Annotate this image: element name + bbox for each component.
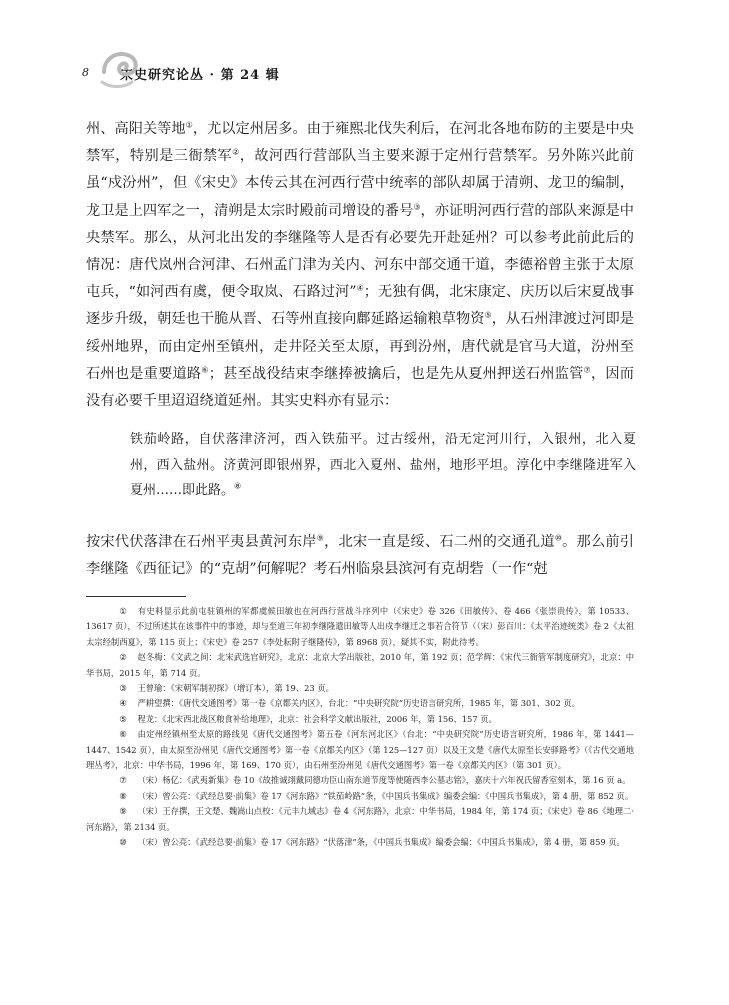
footnote-text: 由定州经镇州至太原的路线见《唐代交通图考》第五卷《河东河北区》（台北：“中央研究院”历史语言研究所，1986 年，第 1441—1447、1542 页），由太原至汾州见《唐代交通图考》第一卷《京都关内区》（第 125—127 页）以及王文楚《唐代太原至长安驿路考》（《古代交通地理丛考》，北京：中华书局，1996 年，第 169、170 页），由石州至汾州见《唐代交通图考》第一卷《京都关内区》（第 301 页）。 (86, 729, 634, 771)
footnote-text: （宋）杨亿：《武夷新集》卷 10《故推诚翊戴同德功臣山南东道节度等使随西李公墓志铭》，嘉庆十六年祝氏留香室刻本，第 16 页 a。 (137, 775, 631, 786)
footnote-item (86, 681, 634, 696)
footnote-text: 王曾瑜：《宋朝军制初探》（增订本），第 19、23 页。 (137, 683, 334, 694)
footnote-ref[interactable]: ⑩ (554, 533, 563, 543)
text-run: 州、高阳关等地 (86, 121, 186, 137)
footnote-ref[interactable]: ⑧ (234, 481, 242, 491)
footnote-ref[interactable]: ③ (413, 201, 421, 211)
footnotes (86, 604, 634, 851)
quote-text: 铁茄岭路，自伏落津济河，西入铁茄平。过古绥州，沿无定河川行，入银州，北入夏州，西入盐州。济黄河即银州界，西北入夏州、盐州，地形平坦。淳化中李继隆进军入夏州……即此路。 (130, 432, 636, 498)
footnote-item (86, 696, 634, 711)
footnote-number: ⑥ (119, 729, 127, 740)
running-header (82, 58, 642, 88)
footnote-ref[interactable]: ② (232, 147, 240, 157)
footnote-item (86, 712, 634, 727)
body-paragraph-2 (86, 529, 634, 583)
footnote-item (86, 650, 634, 681)
footnote-number: ⑧ (119, 790, 127, 801)
page-number: 8 (82, 66, 89, 79)
text-run: ，故河西行营部队当主要来源于定州行营禁军。另外陈兴此前虽“戍汾州”，但《宋史》本传云其在河西行营中统率的部队却属于清朔、龙卫的编制，龙卫是上四军之一，清朔是太宗时殿前司增设的番号 (86, 148, 634, 219)
footnote-item (86, 773, 634, 788)
footnote-text: 有史料显示此前屯驻镇州的军都虞候田敏也在河西行营战斗序列中（《宋史》卷 326《田敏传》、卷 466《张崇贵传》，第 10533、13617 页），不过所述其在该事件中的事迹，却与至道三年初李继隆遣田敏等人出戍李继迁之事若合符节（（宋）彭百川：《太平治迹统类》卷 2《太祖太宗经制西夏》，第 115 页上；《宋史》卷 257《李处耘附子继隆传》，第 8968 页），疑其不实，附此待考。 (86, 606, 634, 647)
footnote-number: ⑤ (119, 713, 127, 724)
footnote-text: （宋）曾公亮：《武经总要·前集》卷 17《河东路》“伏落津”条，《中国兵书集成》编委会编：《中国兵书集成》，第 4 册，第 859 页。 (137, 837, 625, 848)
footnote-item (86, 789, 634, 804)
text-run: 。那么前引李继隆《西征记》的“克胡”何解呢？考石州临泉县滨河有克胡砦（一作“尅 (86, 534, 634, 578)
footnote-item (86, 604, 634, 650)
text-run: 按宋代伏落津在石州平夷县黄河东岸 (86, 534, 317, 550)
text-run: ，尤以定州居多。由于雍熙北伐失利后，在河北各地布防的主要是中央禁军，特别是三衙禁军 (86, 121, 634, 165)
footnote-number: ⑨ (119, 806, 127, 817)
footnote-number: ③ (119, 683, 127, 694)
footnote-ref[interactable]: ⑨ (316, 533, 325, 543)
text-run: ；无独有偶，北宋康定、庆历以后宋夏战事逐步升级，朝廷也干脆从晋、石等州直接向鄜延路运输粮草物资 (86, 284, 634, 328)
footnote-item (86, 804, 634, 835)
footnote-number: ④ (119, 698, 127, 709)
cloud-ornament-icon (98, 42, 154, 98)
footnote-text: 程龙：《北宋西北战区粮食补给地理》，北京：社会科学文献出版社，2006 年，第 156、157 页。 (137, 713, 497, 724)
text-run: ，亦证明河西行营的部队来源是中央禁军。那么，从河北出发的李继隆等人是否有必要先开赴延州？可以参考此前此后的情况：唐代岚州合河津、石州孟门津为关内、河东中部交通干道，李德裕曾主张于太原屯兵，“如河西有虞，便令取岚、石路过河” (86, 202, 634, 301)
footnote-item (86, 835, 634, 850)
footnote-ref[interactable]: ⑤ (484, 310, 492, 320)
footnote-ref[interactable]: ④ (356, 283, 364, 293)
footnote-text: 赵冬梅：《文武之间：北宋武选官研究》，北京：北京大学出版社，2010 年，第 192 页；范学辉：《宋代三衙管军制度研究》，北京：中华书局，2015 年，第 714 页。 (86, 652, 634, 678)
block-quote (130, 427, 636, 504)
footnote-ref[interactable]: ⑥ (201, 365, 209, 375)
text-run: ；甚至战役结束李继捧被擒后，也是先从夏州押送石州监管 (208, 365, 584, 382)
text-run: ，从石州津渡过河即是绥州地界，而由定州至镇州，走井陉关至太原，再到汾州，唐代就是官马大道，汾州至石州也是重要道路 (86, 311, 634, 382)
footnote-number: ② (119, 652, 127, 663)
footnote-number: ⑦ (119, 775, 127, 786)
body-paragraph-1 (86, 116, 634, 415)
footnote-text: （宋）曾公亮：《武经总要·前集》卷 17《河东路》“铁茄岭路”条，《中国兵书集成》编委会编：《中国兵书集成》，第 4 册，第 852 页。 (137, 790, 634, 801)
footnote-ref[interactable]: ① (185, 120, 193, 130)
footnote-item (86, 727, 634, 773)
footnote-text: 严耕望撰：《唐代交通图考》第一卷《京都关内区》，台北：“中央研究院”历史语言研究所，1985 年，第 301、302 页。 (137, 698, 580, 709)
text-run: ，因而没有必要千里迢迢绕道延州。其实史料亦有显示： (86, 365, 634, 410)
text-run: ，北宋一直是绥、石二州的交通孔道 (324, 534, 555, 550)
footnote-ref[interactable]: ⑦ (583, 365, 591, 375)
footnote-number: ⑩ (119, 837, 127, 848)
footnote-number: ① (119, 606, 127, 616)
footnote-divider (86, 596, 186, 597)
series-title: 宋史研究论丛 · 第 24 辑 (120, 68, 280, 83)
footnote-text: （宋）王存撰，王文楚、魏嵩山点校：《元丰九域志》卷 4《河东路》，北京：中华书局，1984 年，第 174 页；《宋史》卷 86《地理二·河东路》，第 2134 页。 (86, 806, 634, 832)
